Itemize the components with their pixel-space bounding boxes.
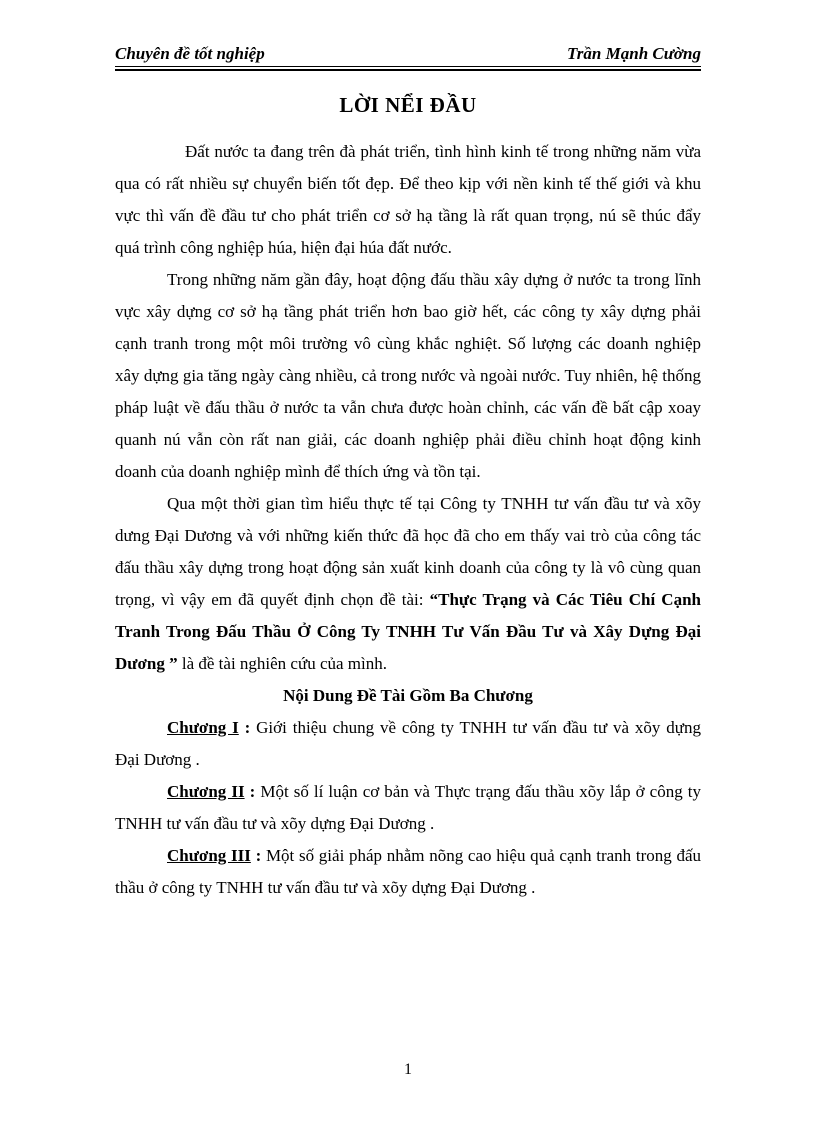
chapter-2-label: Chương II	[167, 782, 245, 801]
content-outline-heading: Nội Dung Đề Tài Gồm Ba Chương	[283, 686, 533, 705]
chapter-3-paragraph	[115, 840, 701, 904]
paragraph-3-lead-text: Qua một thời gian tìm hiểu thực tế tại Công ty TNHH tư vấn đầu tư và xõy dưng Đại Dương và với những kiến thức đã học đã cho em thấy vai trò của công tác đấu thầu xây dựng trong hoạt động sản xuất kinh doanh của công ty là vô cùng quan trọng, vì vậy em đã quyết định chọn đề tài:	[115, 494, 701, 609]
chapter-3-separator: :	[250, 846, 266, 865]
page-header	[115, 44, 701, 67]
document-title: LỜI NỂI ĐẦU	[339, 93, 477, 117]
chapter-3-description: Một số giải pháp nhằm nõng cao hiệu quả cạnh tranh trong đấu thầu ở công ty TNHH tư vấn đầu tư và xõy dựng Đại Dương .	[115, 846, 701, 897]
chapter-1-label: Chương I	[167, 718, 239, 737]
header-course-title: Chuyên đề tốt nghiệp	[115, 44, 265, 63]
intro-paragraph-1: Đất nước ta đang trên đà phát triển, tình hình kinh tế trong những năm vừa qua có rất nhiều sự chuyển biến tốt đẹp. Để theo kịp với nền kinh tế thế giới và khu vực thì vấn đề đầu tư cho phát triển cơ sở hạ tầng là rất quan trọng, nú sẽ thúc đẩy quá trình công nghiệp húa, hiện đại húa đất nước.	[115, 142, 701, 257]
thesis-title-quote: “Thực Trạng và Các Tiêu Chí Cạnh Tranh Trong Đấu Thầu Ở Công Ty TNHH Tư Vấn Đầu Tư và Xây Dựng Đại Dương ”	[115, 590, 701, 673]
header-divider	[115, 69, 701, 71]
chapter-2-separator: :	[244, 782, 261, 801]
paragraph-3-closing-text: là đề tài nghiên cứu của mình.	[177, 654, 387, 673]
chapter-3-label: Chương III	[167, 846, 251, 865]
header-author-name: Trần Mạnh Cường	[567, 44, 701, 63]
page-number: 1	[404, 1061, 412, 1078]
chapter-1-separator: :	[238, 718, 257, 737]
intro-paragraph-3	[115, 488, 701, 680]
chapter-1-paragraph	[115, 712, 701, 776]
chapter-2-paragraph	[115, 776, 701, 840]
intro-paragraph-2: Trong những năm gần đây, hoạt động đấu thầu xây dựng ở nước ta trong lĩnh vực xây dựng cơ sở hạ tầng phát triển hơn bao giờ hết, các công ty xây dựng phải cạnh tranh trong một môi trường vô cùng khắc nghiệt. Số lượng các doanh nghiệp xây dựng gia tăng ngày càng nhiều, cả trong nước và ngoài nước. Tuy nhiên, hệ thống pháp luật về đấu thầu ở nước ta vẫn chưa được hoàn chỉnh, các vấn đề bất cập xoay quanh nú vẫn còn rất nan giải, các doanh nghiệp phải điều chỉnh hoạt động kinh doanh của doanh nghiệp mình để thích ứng và tồn tại.	[115, 270, 701, 481]
chapter-2-description: Một số lí luận cơ bản và Thực trạng đấu thầu xõy lắp ở công ty TNHH tư vấn đầu tư và xõy dựng Đại Dương .	[115, 782, 701, 833]
chapter-1-description: Giới thiệu chung về công ty TNHH tư vấn đầu tư và xõy dựng Đại Dương .	[115, 718, 701, 769]
